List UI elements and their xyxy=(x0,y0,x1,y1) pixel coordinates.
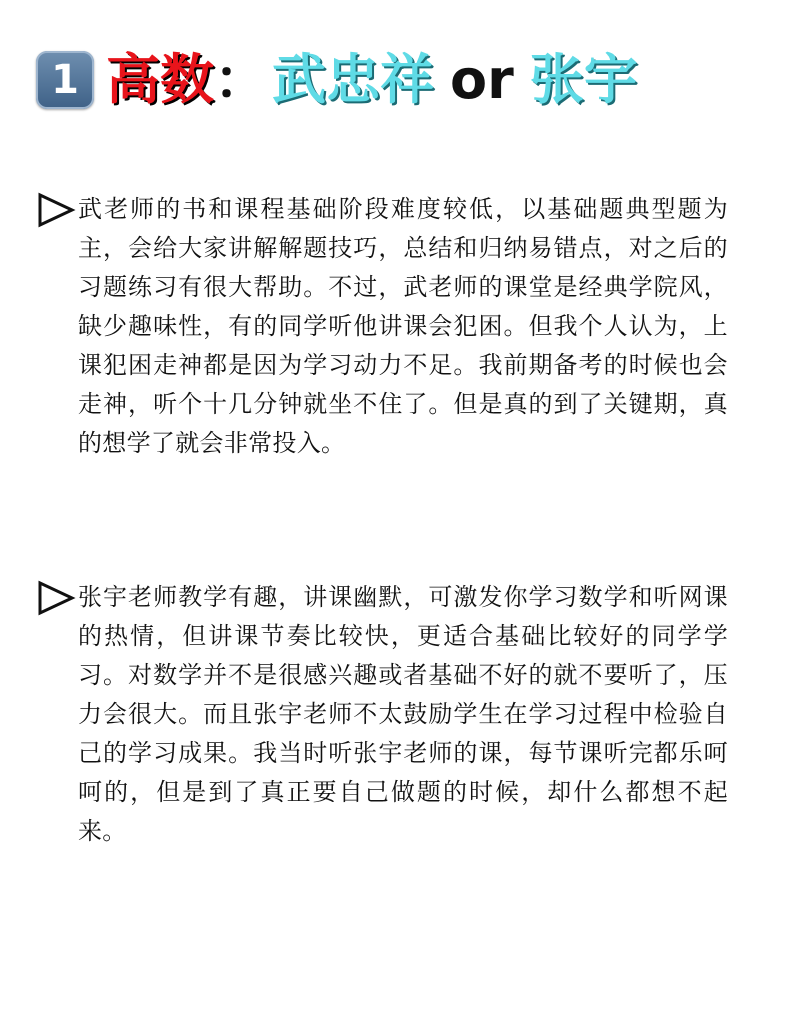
title-colon: ： xyxy=(214,48,268,111)
badge-number: 1 xyxy=(51,57,79,103)
page-title xyxy=(36,40,638,120)
teacher-b-name: 张宇 xyxy=(529,48,638,111)
section-teacher-a xyxy=(36,190,736,463)
section-paragraph: 张宇老师教学有趣，讲课幽默，可激发你学习数学和听网课的热情，但讲课节奏比较快，更适合基础比较好的同学学习。对数学并不是很感兴趣或者基础不好的就不要听了，压力会很大。而且张宇老师不太鼓励学生在学习过程中检验自己的学习成果。我当时听张宇老师的课，每节课听完都乐呵呵的，但是到了真正要自己做题的时候，却什么都想不起来。 xyxy=(78,583,728,845)
section-teacher-b xyxy=(36,578,736,851)
teacher-a-name: 武忠祥 xyxy=(272,48,434,111)
triangle-outline-icon xyxy=(36,190,78,230)
or-connector: or xyxy=(450,48,514,111)
section-paragraph: 武老师的书和课程基础阶段难度较低，以基础题典型题为主，会给大家讲解解题技巧，总结和归纳易错点，对之后的习题练习有很大帮助。不过，武老师的课堂是经典学院风，缺少趣味性，有的同学听他讲课会犯困。但我个人认为，上课犯困走神都是因为学习动力不足。我前期备考的时候也会走神，听个十几分钟就坐不住了。但是真的到了关键期，真的想学了就会非常投入。 xyxy=(78,195,728,457)
subject-label: 高数 xyxy=(106,48,214,111)
triangle-outline-icon xyxy=(36,578,78,618)
number-one-badge-icon xyxy=(36,51,94,109)
